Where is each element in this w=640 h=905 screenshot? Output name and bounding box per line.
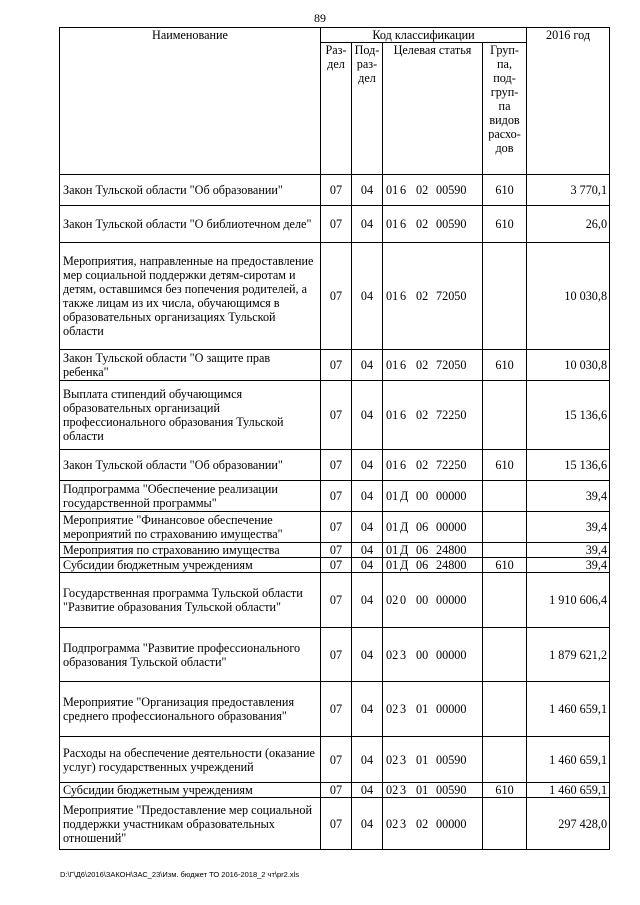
row-amount: 39,4 [527, 481, 610, 512]
row-podrazdel: 04 [352, 798, 383, 850]
target-code-part: 00 [416, 489, 429, 503]
row-target-code [383, 682, 483, 737]
row-razdel: 07 [321, 682, 352, 737]
row-razdel: 07 [321, 512, 352, 543]
row-razdel: 07 [321, 350, 352, 381]
row-razdel: 07 [321, 558, 352, 573]
row-expense-group [483, 481, 527, 512]
row-razdel: 07 [321, 175, 352, 206]
row-expense-group: 610 [483, 450, 527, 481]
row-amount: 15 136,6 [527, 450, 610, 481]
target-code-part: 24800 [436, 543, 467, 557]
row-name: Мероприятие "Предоставление мер социальной поддержки участникам образовательных отношений" [60, 798, 321, 850]
target-code-part: 6 [400, 408, 407, 422]
row-podrazdel: 04 [352, 628, 383, 682]
target-code-part: 01 [416, 783, 429, 797]
row-amount: 39,4 [527, 543, 610, 558]
row-amount: 1 460 659,1 [527, 682, 610, 737]
row-expense-group [483, 628, 527, 682]
target-code-part: 72250 [436, 458, 467, 472]
header-code: Код классификации [321, 28, 527, 43]
target-code-part: 00 [416, 593, 429, 607]
target-code-part: 00000 [436, 489, 467, 503]
row-expense-group [483, 737, 527, 783]
target-code-part: Д [400, 558, 409, 572]
table-row [60, 543, 610, 558]
target-code-part: 72250 [436, 408, 467, 422]
target-code-part: 06 [416, 558, 429, 572]
row-razdel: 07 [321, 573, 352, 628]
row-razdel: 07 [321, 450, 352, 481]
row-name: Мероприятие "Финансовое обеспечение мероприятий по страхованию имущества" [60, 512, 321, 543]
row-name: Субсидии бюджетным учреждениям [60, 558, 321, 573]
table-row [60, 450, 610, 481]
target-code-part: 24800 [436, 558, 467, 572]
row-razdel: 07 [321, 381, 352, 450]
row-target-code [383, 737, 483, 783]
table-row [60, 798, 610, 850]
row-target-code [383, 481, 483, 512]
target-code-part: 02 [386, 593, 399, 607]
row-amount: 1 460 659,1 [527, 783, 610, 798]
row-target-code [383, 512, 483, 543]
target-code-part: 6 [400, 217, 407, 231]
row-amount: 39,4 [527, 512, 610, 543]
row-razdel: 07 [321, 481, 352, 512]
row-razdel: 07 [321, 206, 352, 243]
row-podrazdel: 04 [352, 682, 383, 737]
row-target-code [383, 558, 483, 573]
header-target: Целевая статья [383, 43, 483, 175]
row-target-code [383, 798, 483, 850]
row-name: Государственная программа Тульской области "Развитие образования Тульской области" [60, 573, 321, 628]
row-podrazdel: 04 [352, 206, 383, 243]
row-amount: 1 460 659,1 [527, 737, 610, 783]
row-target-code [383, 175, 483, 206]
row-razdel: 07 [321, 543, 352, 558]
target-code-part: 00590 [436, 217, 467, 231]
row-target-code [383, 381, 483, 450]
target-code-part: 02 [386, 647, 399, 662]
target-code-part: 02 [386, 702, 399, 716]
target-code-part: 01 [386, 408, 399, 422]
target-code-part: 01 [416, 702, 429, 716]
file-path-footer: D:\Г\Д6\2016\ЗАКОН\ЗАС_23\Изм. бюджет ТО 2016-2018_2 чт\pr2.xls [60, 870, 300, 879]
target-code-part: 00000 [436, 816, 467, 831]
row-expense-group [483, 543, 527, 558]
row-name: Подпрограмма "Обеспечение реализации государственной программы" [60, 481, 321, 512]
row-amount: 10 030,8 [527, 350, 610, 381]
row-razdel: 07 [321, 783, 352, 798]
header-year: 2016 год [527, 28, 610, 175]
row-podrazdel: 04 [352, 737, 383, 783]
target-code-part: Д [400, 489, 409, 503]
target-code-part: 00000 [436, 702, 467, 716]
target-code-part: 02 [386, 816, 399, 831]
target-code-part: 02 [416, 217, 429, 231]
target-code-part: 02 [386, 783, 399, 797]
target-code-part: 0 [400, 593, 407, 607]
row-expense-group [483, 381, 527, 450]
table-row [60, 243, 610, 350]
row-expense-group: 610 [483, 558, 527, 573]
table-row [60, 558, 610, 573]
target-code-part: 02 [416, 458, 429, 472]
row-name: Закон Тульской области "Об образовании" [60, 450, 321, 481]
target-code-part: 06 [416, 520, 429, 534]
target-code-part: 02 [386, 752, 399, 767]
row-podrazdel: 04 [352, 350, 383, 381]
row-target-code [383, 243, 483, 350]
row-name: Закон Тульской области "О защите прав ребенка" [60, 350, 321, 381]
row-razdel: 07 [321, 243, 352, 350]
target-code-part: 6 [400, 183, 407, 197]
row-target-code [383, 450, 483, 481]
table-row [60, 350, 610, 381]
target-code-part: 6 [400, 358, 407, 372]
target-code-part: 01 [386, 358, 399, 372]
table-row [60, 573, 610, 628]
target-code-part: 01 [386, 558, 399, 572]
target-code-part: 01 [386, 458, 399, 472]
header-group: Груп- па, под- груп- па видов расхо- дов [483, 43, 527, 175]
row-target-code [383, 543, 483, 558]
table-row [60, 682, 610, 737]
target-code-part: 01 [386, 489, 399, 503]
row-target-code [383, 206, 483, 243]
row-expense-group: 610 [483, 350, 527, 381]
target-code-part: 00590 [436, 183, 467, 197]
table-row [60, 175, 610, 206]
target-code-part: 3 [400, 752, 407, 767]
budget-table [59, 27, 610, 850]
target-code-part: 3 [400, 702, 407, 716]
row-podrazdel: 04 [352, 573, 383, 628]
row-razdel: 07 [321, 737, 352, 783]
row-podrazdel: 04 [352, 450, 383, 481]
target-code-part: 00 [416, 647, 429, 662]
row-podrazdel: 04 [352, 175, 383, 206]
header-razdel: Раз- дел [321, 43, 352, 175]
row-name: Расходы на обеспечение деятельности (оказание услуг) государственных учреждений [60, 737, 321, 783]
target-code-part: 3 [400, 816, 407, 831]
row-expense-group [483, 512, 527, 543]
target-code-part: 01 [416, 752, 429, 767]
row-expense-group [483, 798, 527, 850]
row-amount: 1 910 606,4 [527, 573, 610, 628]
row-name: Мероприятия, направленные на предоставление мер социальной поддержки детям-сиротам и детям, оставшимся без попечения родителей, а также лицам из их числа, обучающимся в образовательных организациях Тульской области [60, 243, 321, 350]
target-code-part: Д [400, 520, 409, 534]
table-row [60, 206, 610, 243]
table-row [60, 628, 610, 682]
target-code-part: 02 [416, 289, 429, 303]
target-code-part: 6 [400, 458, 407, 472]
target-code-part: Д [400, 543, 409, 557]
row-amount: 39,4 [527, 558, 610, 573]
row-amount: 26,0 [527, 206, 610, 243]
target-code-part: 02 [416, 358, 429, 372]
target-code-part: 06 [416, 543, 429, 557]
table-row [60, 512, 610, 543]
target-code-part: 00000 [436, 593, 467, 607]
target-code-part: 02 [416, 816, 429, 831]
row-target-code [383, 783, 483, 798]
row-name: Закон Тульской области "О библиотечном деле" [60, 206, 321, 243]
table-row [60, 783, 610, 798]
row-podrazdel: 04 [352, 381, 383, 450]
row-razdel: 07 [321, 798, 352, 850]
target-code-part: 3 [400, 783, 407, 797]
row-expense-group: 610 [483, 783, 527, 798]
target-code-part: 00000 [436, 647, 467, 662]
row-name: Выплата стипендий обучающимся образовательных организаций профессионального образования Тульской области [60, 381, 321, 450]
row-podrazdel: 04 [352, 512, 383, 543]
target-code-part: 3 [400, 647, 407, 662]
row-expense-group [483, 682, 527, 737]
row-target-code [383, 350, 483, 381]
row-podrazdel: 04 [352, 783, 383, 798]
row-amount: 10 030,8 [527, 243, 610, 350]
target-code-part: 01 [386, 289, 399, 303]
header-podrazdel: Под- раз- дел [352, 43, 383, 175]
target-code-part: 00000 [436, 520, 467, 534]
row-podrazdel: 04 [352, 558, 383, 573]
row-target-code [383, 628, 483, 682]
row-expense-group: 610 [483, 206, 527, 243]
target-code-part: 01 [386, 520, 399, 534]
row-amount: 15 136,6 [527, 381, 610, 450]
row-razdel: 07 [321, 628, 352, 682]
row-amount: 3 770,1 [527, 175, 610, 206]
row-name: Подпрограмма "Развитие профессионального образования Тульской области" [60, 628, 321, 682]
row-name: Мероприятия по страхованию имущества [60, 543, 321, 558]
row-podrazdel: 04 [352, 543, 383, 558]
table-row [60, 737, 610, 783]
target-code-part: 01 [386, 183, 399, 197]
target-code-part: 00590 [436, 752, 467, 767]
row-expense-group: 610 [483, 175, 527, 206]
target-code-part: 01 [386, 217, 399, 231]
target-code-part: 02 [416, 183, 429, 197]
target-code-part: 01 [386, 543, 399, 557]
target-code-part: 02 [416, 408, 429, 422]
row-name: Закон Тульской области "Об образовании" [60, 175, 321, 206]
row-podrazdel: 04 [352, 481, 383, 512]
row-podrazdel: 04 [352, 243, 383, 350]
table-row [60, 481, 610, 512]
page-number: 89 [314, 11, 326, 25]
target-code-part: 72050 [436, 289, 467, 303]
target-code-part: 00590 [436, 783, 467, 797]
row-name: Мероприятие "Организация предоставления среднего профессионального образования" [60, 682, 321, 737]
row-amount: 1 879 621,2 [527, 628, 610, 682]
row-amount: 297 428,0 [527, 798, 610, 850]
header-name: Наименование [60, 28, 321, 175]
target-code-part: 6 [400, 289, 407, 303]
target-code-part: 72050 [436, 358, 467, 372]
table-row [60, 381, 610, 450]
row-expense-group [483, 573, 527, 628]
row-target-code [383, 573, 483, 628]
row-name: Субсидии бюджетным учреждениям [60, 783, 321, 798]
row-expense-group [483, 243, 527, 350]
